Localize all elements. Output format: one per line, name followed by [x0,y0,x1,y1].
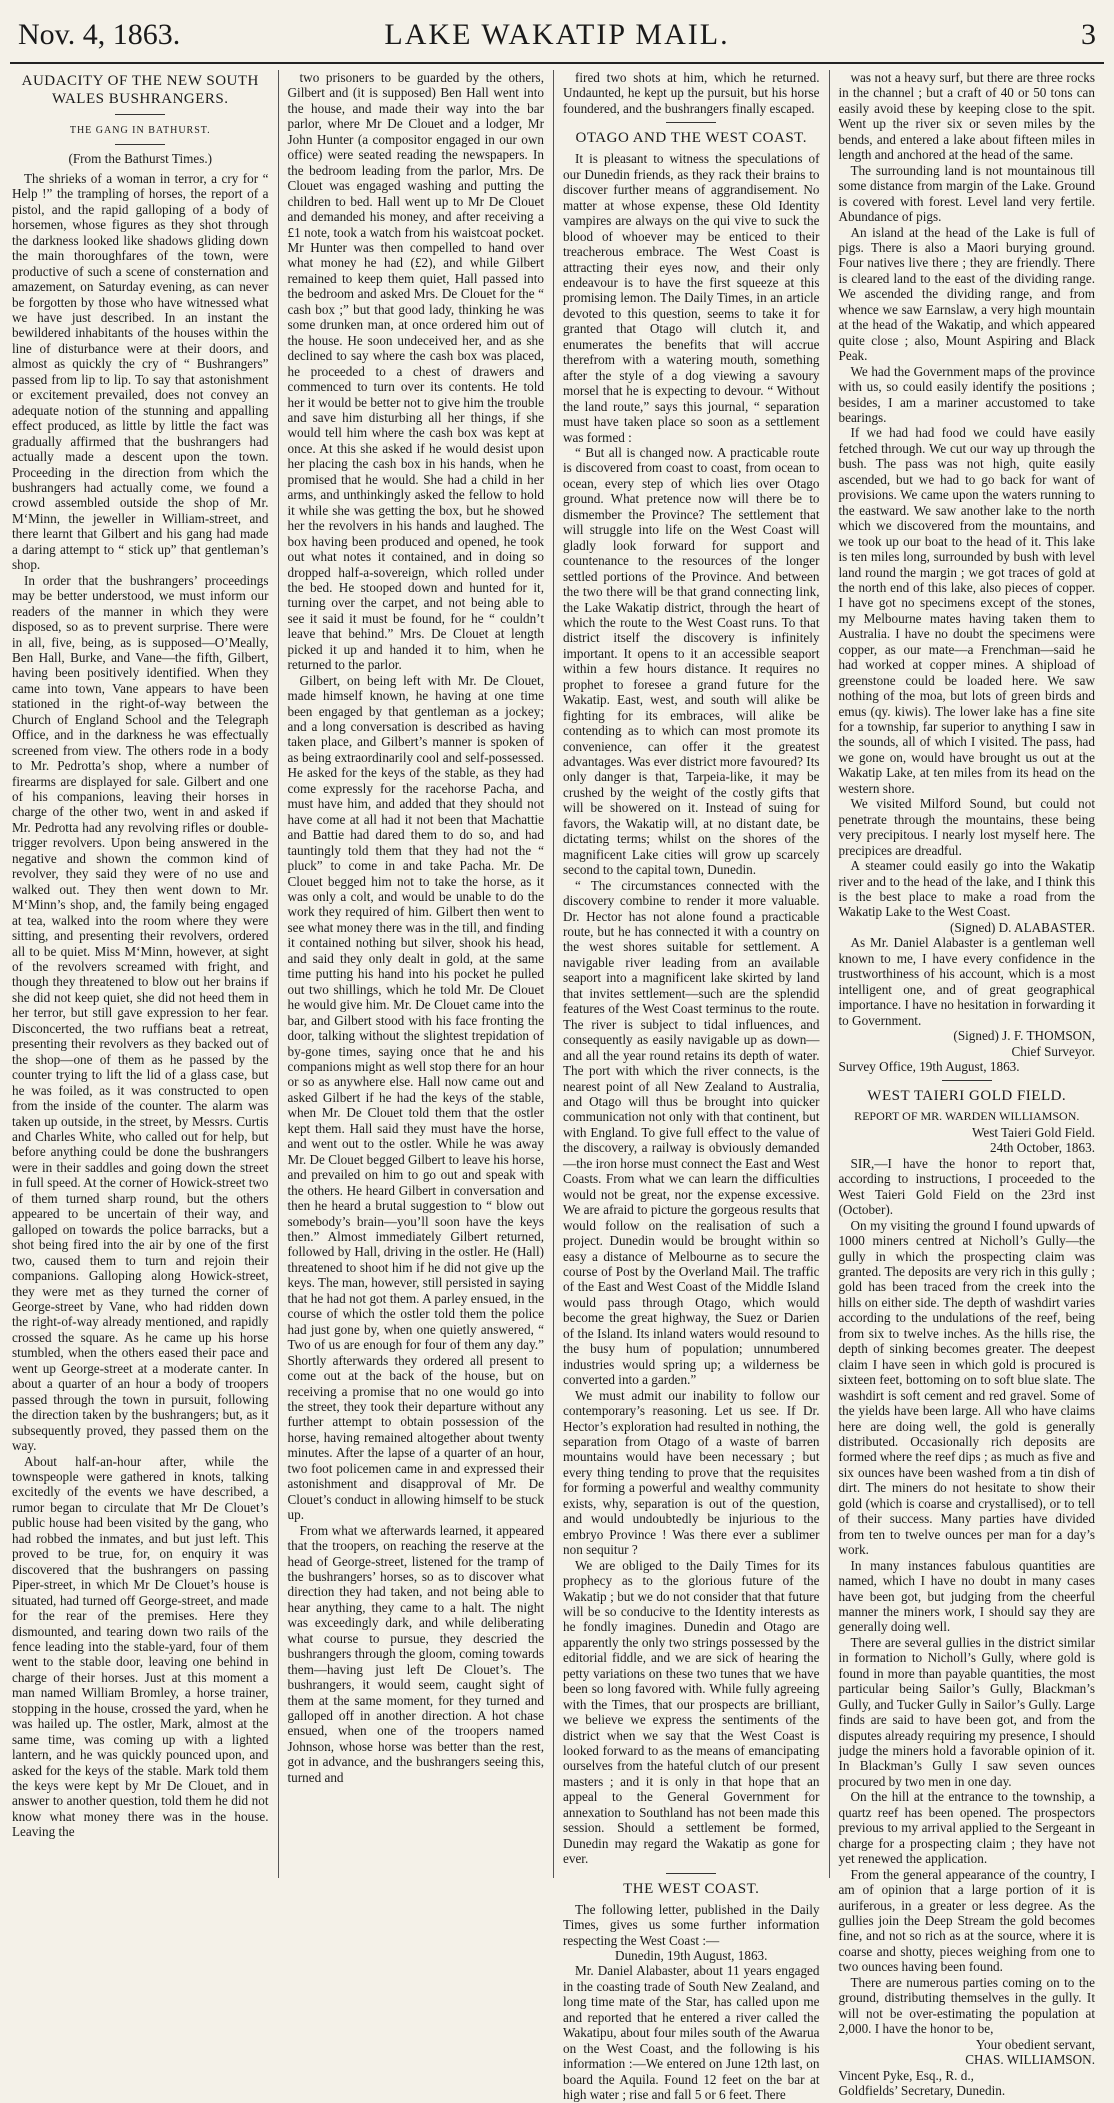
paragraph: The surrounding land is not mountainous till some distance from margin of the Lake. Ground is covered with forest. Level land very fertile. Abundance of pigs. [838,162,1095,225]
paragraph: On my visiting the ground I found upwards of 1000 miners centred at Nicholl’s Gully—the gully in which the prospecting claim was granted. The deposits are very rich in this gully ; gold has been traced from the creek into the hills on either side. The depth of washdirt varies according to the undulations of the reef, being from six to twelve inches. As the hills rise, the depth of sinking becomes greater. The deepest claim I have seen in which gold is procured is sixteen feet, bottoming on to soft blue slate. The washdirt is soft cement and red gravel. Some of the yields have been large. All who have claims here are doing well, the gold is generally distributed. Occasionally rich deposits are formed where the reef dips ; as much as five and six ounces have been washed from a tin dish of dirt. The miners do not hesitate to show their gold (which is coarse and crystallised), or to tell of their success. Many parties have divided from ten to twelve ounces per man for a day’s work. [838,1217,1095,1558]
paragraph: In order that the bushrangers’ proceedings may be better understood, we must inform our readers of the manner in which they were disposed, so as to prevent surprise. There were in all, five, being, as is supposed—O’Meally, Ben Hall, Burke, and Vane—the fifth, Gilbert, having been positively identified. When they came into town, Vane appears to have been stationed in the right-of-way between the Church of England School and the Telegraph Office, and in the darkness he was effectually screened from view. The others rode in a body to Mr. Pedrotta’s shop, where a number of firearms are displayed for sale. Gilbert and one of his companions, leaving their horses in charge of the other two, went in and asked if Mr. Pedrotta had any revolving rifles or double-trigger revolvers. Upon being answered in the negative and shown the common kind of revolver, they said they were of no use and walked out. They then went down to Mr. M‘Minn’s shop, and, the family being engaged at tea, walked into the room where they were sitting, and presenting their revolvers, ordered all to be quiet. Miss M‘Minn, however, at sight of the revolvers screamed with fright, and though they threatened to blow out her brains if she did not keep quiet, she did not heed them in her terror, but still gave expression to her fear. Disconcerted, the two ruffians beat a retreat, presenting their revolvers as they backed out of the shop—one of them as he passed by the counter trying to lift the lid of a glass case, but he was foiled, as it was constructed to open from the inside of the counter. The alarm was taken up outside, in the street, by Messrs. Curtis and Charles White, who called out for help, but before anything could be done the bushrangers were in their saddles and going down the street in full speed. At the corner of Howick-street two of them turned sharp round, but the others appeared to be uncertain of their way, and galloped on towards the police barracks, but a shot being fired into the air by one of the first two, caused them to turn and rejoin their companions. Galloping along Howick-street, they were met as they turned the corner of George-street by Vane, who had ridden down the right-of-way already mentioned, and rapidly crossed the square. As he came up his horse stumbled, when the others eased their pace and went up George-street at a moderate canter. In about a quarter of an hour a body of troopers passed through the town in pursuit, following the direction taken by the bushrangers; but, as it subsequently proved, they passed them on the way. [12,572,269,1454]
masthead [10,10,1104,64]
article-headline-bushrangers: AUDACITY OF THE NEW SOUTH WALES BUSHRANGERS. [21,73,259,107]
article-subhead: THE GANG IN BATHURST. [69,125,211,136]
paragraph: From the general appearance of the country, I am of opinion that a large portion of it is auriferous, in a greater or less degree. As the gullies join the Deep Stream the gold becomes fine, and not so rich as at the source, where it is coarse and shotty, pieces weighing from one to two ounces having been found. [838,1866,1095,1975]
signature-williamson: CHAS. WILLIAMSON. [965,2052,1095,2068]
column-4 [829,70,1105,2098]
report-date: 24th October, 1863. [990,1140,1095,1156]
column-2 [278,70,554,1878]
report-place: West Taieri Gold Field. [971,1124,1095,1140]
divider [115,114,165,115]
columns [10,70,1104,2103]
signature-thomson: (Signed) J. F. THOMSON, [953,1028,1095,1044]
article-source: (From the Bathurst Times.) [68,151,213,167]
paragraph: A steamer could easily go into the Wakatip river and to the head of the lake, and I think this is the best place to make a road from the Wakatip Lake to the West Coast. [838,858,1095,920]
column-1 [10,70,278,1878]
divider [942,1080,992,1081]
paragraph: The shrieks of a woman in terror, a cry for “ Help !” the trampling of horses, the report of a pistol, and the rapid galloping of a body of horsemen, whose figures as they shot through the darkness looked like shadows gliding down the main thoroughfares of the town, were productive of such a scene of consternation and amazement, on Saturday evening, as can never be forgotten by those who have witnessed what we have just described. In an instant the bewildered inhabitants of the houses within the line of disturbance were at their doors, and almost as quickly the cry of “ Bushrangers” passed from lip to lip. To say that astonishment or excitement prevailed, does not convey an adequate notion of the stunning and appalling effect produced, as little by little the fact was gradually affirmed that the bushrangers had actually made a descent upon the town. Proceeding in the direction from which the bushrangers had actually come, we found a crowd assembled outside the shop of Mr. M‘Minn, the jeweller in William-street, and there learnt that Gilbert and his gang had made a daring attempt to “ stick up” that gentleman’s shop. [12,170,269,573]
column-3 [553,70,829,2103]
signature-alabaster: (Signed) D. ALABASTER. [949,919,1095,935]
newspaper-title: LAKE WAKATIP MAIL. [384,18,730,51]
paragraph: was not a heavy surf, but there are three rocks in the channel ; but a craft of 40 or 50 tons can easily avoid these by keeping close to the spit. Went up the river six or seven miles by the bends, and entered a lake about fifteen miles in length and anchored at the head of the same. [838,70,1095,163]
paragraph: On the hill at the entrance to the township, a quartz reef has been opened. The prospectors previous to my arrival applied to the Sergeant in charge for a prospecting claim ; they have not yet renewed the application. [838,1789,1095,1867]
paragraph: We are obliged to the Daily Times for its prophecy as to the glorious future of the Wakatip ; but we do not consider that that future will be so conducive to the Identity interests as he fondly imagines. Dunedin and Otago are apparently the only two strings possessed by the editorial fiddle, and we are sick of hearing the petty variations on these two tunes that we have been so long favored with. While fully agreeing with the Times, that our prospects are brilliant, we believe we express the sentiments of the district when we say that the West Coast is looked forward to as the means of emancipating ourselves from the hateful clutch of our present masters ; and it is only in that hope that an appeal to the General Government for annexation to Southland has not been made this session. Should a settlement be formed, Dunedin may regard the Wakatip as gone for ever. [563,1557,820,1867]
paragraph: We visited Milford Sound, but could not penetrate through the mountains, these being very precipitous. I nearly lost myself here. The precipices are dreadful. [838,796,1095,858]
closing: Your obedient servant, [975,2036,1095,2052]
divider [666,1873,716,1874]
paragraph: two prisoners to be guarded by the others, Gilbert and (it is supposed) Ben Hall went into the house, and made their way into the bar parlor, where Mr De Clouet and a lodger, Mr John Hunter (a compositor engaged in our own office) were seated reading the newspapers. In the bedroom leading from the parlor, Mrs. De Clouet was engaged washing and putting the children to bed. Hall went up to Mr De Clouet and demanded his money, and after receiving a £1 note, took a watch from his waistcoat pocket. Mr Hunter was then compelled to hand over what money he had (£2), and while Gilbert remained to keep them quiet, Hall passed into the bedroom and asked Mrs. De Clouet for the “ cash box ;” but that good lady, thinking he was some drunken man, at once ordered him out of the house. He soon undeceived her, and as she declined to say where the cash box was placed, he proceeded to a chest of drawers and commenced to turn over its contents. He told her it would be better not to give him the trouble and save him disturbing all her things, if she would tell him where the cash box was kept at once. At this she asked if he would desist upon her placing the cash box in his hands, when he promised that he would. She had a child in her arms, and unthinkingly asked the fellow to hold it while she was getting the box, but he showed her the revolvers in his hands and laughed. The box having been produced and opened, he took out what notes it contained, and in doing so dropped half-a-sovereign, which rolled under the bed. He stooped down and hunted for it, turning over the carpet, and not being able to see it said it must be found, for he “ couldn’t leave that behind.” Mrs. De Clouet at length picked it up and handed it to him, when he returned to the parlor. [287,70,544,673]
article-headline-west-taieri: WEST TAIERI GOLD FIELD. [867,1088,1067,1105]
paragraph: We had the Government maps of the province with us, so could easily identify the positions ; besides, I am a mariner accustomed to take bearings. [838,363,1095,425]
paragraph: In many instances fabulous quantities are named, which I have no doubt in many cases have been got, but judging from the cheerful manner the miners work, I should say they are generally doing well. [838,1557,1095,1635]
page-number: 3 [1081,18,1096,51]
paragraph: fired two shots at him, which he returned. Undaunted, he kept up the pursuit, but his horse foundered, and the bushrangers finally escaped. [563,70,820,116]
paragraph: The following letter, published in the Daily Times, gives us some further information respecting the West Coast :— [563,1901,820,1948]
signature-title: Chief Surveyor. [1011,1043,1095,1059]
paragraph: From what we afterwards learned, it appeared that the troopers, on reaching the reserve at the head of George-street, listened for the tramp of the bushrangers’ horses, so as to discover what direction they had taken, and not being able to hear anything, they came to a halt. The night was exceedingly dark, and while deliberating what course to pursue, they descried the bushrangers through the gloom, coming towards them—having just left De Clouet’s. The bushrangers, it would seem, caught sight of them at the same moment, for they turned and galloped off in another direction. A hot chase ensued, when one of the troopers named Johnson, whose horse was better than the rest, got in advance, and the bushrangers seeing this, turned and [287,1522,544,1785]
paragraph: There are numerous parties coming on to the ground, distributing themselves in the gully. It will not be over-estimating the population at 2,000. I have the honor to be, [838,1974,1095,2037]
divider [666,122,716,123]
paragraph: “ But all is changed now. A practicable route is discovered from coast to coast, from ocean to ocean, every step of which lies over Otago ground. What pretence now will there be to dismember the Province? The settlement that will struggle into life on the West Coast will gladly look forward for support and countenance to the resources of the longer settled portions of the Province. And between the two there will be that grand connecting link, the Lake Wakatip district, through the heart of which the route to the West Coast runs. To that district itself the discovery is infinitely important. It opens to it an accessible seaport within a few hours distance. It requires no prophet to foresee a grand future for the Wakatip. East, west, and south will alike be fighting for its embraces, will alike be contending as to which can most promote its convenience, can offer it the greatest advantages. Was ever district more favoured? Its only danger is that, Tarpeia-like, it may be crushed by the weight of the costly gifts that will be showered on it. Instead of suing for favors, the Wakatip will, at no distant date, be dictating terms; whilst on the shores of the magnificent Lake cities will grow up scarcely second to the capital town, Dunedin. [563,444,820,878]
paragraph: An island at the head of the Lake is full of pigs. There is also a Maori burying ground. Four natives live there ; they are friendly. There is cleared land to the east of the dividing range. We ascended the dividing range, and from whence we saw Earnslaw, a very high mountain at the head of the Wakatip, and which appeared quite close ; also, Mount Aspiring and Black Peak. [838,224,1095,364]
issue-date: Nov. 4, 1863. [18,18,181,51]
divider [115,144,165,145]
paragraph: “ The circumstances connected with the discovery combine to render it more valuable. Dr. Hector has not alone found a practicable route, but he has connected it with a country on the west shores suitable for settlement. A navigable river leading from an available seaport into a magnificent lake skirted by land that invites settlement—such are the splendid features of the West Coast terminus to the route. The river is subject to tidal influences, and consequently as easily navigable up as down—and all the year round retains its depth of water. The port with which the river connects, is the nearest point of all New Zealand to Australia, and Otago will thus be brought into quicker communication not only with that continent, but with England. To give full effect to the value of the discovery, a railway is obviously demanded—the iron horse must connect the East and West Coasts. From what we can learn the difficulties would not be great, nor the expense excessive. We are afraid to picture the gorgeous results that would follow on the realisation of such a project. Dunedin would be brought within so easy a distance of Melbourne as to secure the course of Post by the Overland Mail. The traffic of the East and West Coast of the Middle Island would pass through Otago, which would become the great highway, the Suez or Darien of the Island. Its inland waters would resound to the busy hum of population; unnumbered industries would spring up; a wilderness be converted into a garden.” [563,877,820,1388]
article-headline-west-coast: THE WEST COAST. [623,1880,760,1897]
paragraph: It is pleasant to witness the speculations of our Dunedin friends, as they rack their brains to discover further means of aggrandisement. No matter at whose expense, these Old Identity vampires are always on the qui vive to suck the blood of whoever may be enticed to their treacherous embrace. The West Coast is attracting their eyes now, and their only endeavour is to have the first squeeze at this promising lemon. The Daily Times, in an article devoted to this question, seems to take it for granted that Otago will clutch it, and enumerates the benefits that will accrue therefrom with a watering mouth, something after the style of a dog viewing a savoury morsel that he is expecting to devour. “ Without the land route,” says this journal, “ separation must have taken place so soon as a settlement was formed : [563,151,820,445]
paragraph: SIR,—I have the honor to report that, according to instructions, I proceeded to the West Taieri Gold Field on the 23rd inst (October). [838,1155,1095,1218]
paragraph: Gilbert, on being left with Mr. De Clouet, made himself known, he having at one time been engaged by that gentleman as a jockey; and a long conversation is described as having taken place, and Gilbert’s manner is spoken of as being extraordinarily cool and self-possessed. He asked for the keys of the stable, as they had come expressly for the racehorse Pacha, and must have him, and added that they should not have come at all had it not been that Machattie and Battie had dared them to do so, and had tauntingly told them that they had not the “ pluck” to come in and take Pacha. Mr. De Clouet begged him not to take the horse, as it was only a colt, and would be unable to do the work they required of him. Gilbert then went to see what money there was in the till, and finding it contained nothing but silver, shook his head, and said they only dealt in gold, at the same time putting his hand into his pocket he pulled out two shillings, which he told Mr. De Clouet he would give him. Mr. De Clouet came into the bar, and Gilbert stood with his face fronting the door, talking without the slightest trepidation of by-gone times, saying once that he and his companions might as well stop there for an hour or so as anywhere else. Hall now came out and asked Gilbert if he had the keys of the stable, when Mr. De Clouet told them that the ostler kept them. Hall said they must have the horse, and went out to the ostler. While he was away Mr. De Clouet begged Gilbert to leave his horse, and prevailed on him to go out and speak with the others. He heard Gilbert in conversation and then he heard a brutal suggestion to “ blow out somebody’s brain—you’ll soon have the keys then.” Almost immediately Gilbert returned, followed by Hall, driving in the ostler. He (Hall) threatened to shoot him if he did not give up the keys. The man, however, still persisted in saying that he had not got them. A parley ensued, in the course of which the ostler told them the police had just gone by, when one quietly answered, “ Two of us are enough for four of them any day.” Shortly afterwards they ordered all present to come out at the back of the house, but on receiving a promise that no one would go into the street, they took their departure without any further attempt to obtain possession of the horse, having remained altogether about twenty minutes. After the lapse of a quarter of an hour, two foot policemen came in and expressed their astonishment and disapproval of Mr. De Clouet’s conduct in allowing himself to be stuck up. [287,672,544,1523]
paragraph: There are several gullies in the district similar in formation to Nicholl’s Gully, where gold is found in more than payable quantities, the most particular being Sailor’s Gully, Blackman’s Gully, and Tucker Gully in Sailor’s Gully. Large finds are said to have been got, and from the disputes already requiring my presence, I should judge the miners hold a favorable opinion of it. In Blackman’s Gully I saw seven ounces procured by two men in one day. [838,1634,1095,1789]
paragraph: We must admit our inability to follow our contemporary’s reasoning. Let us see. If Dr. Hector’s exploration had resulted in nothing, the separation from Otago of a waste of barren mountains would have been necessary ; but every thing tending to prove that the requisites for forming a powerful and wealthy community exists, why, separation is out of the question, and would undoubtedly be injurious to the embryo Province ! Was there ever a sublimer non sequitur ? [563,1387,820,1558]
report-byline: REPORT OF MR. WARDEN WILLIAMSON. [854,1109,1080,1124]
survey-office-dateline: Survey Office, 19th August, 1863. [838,1059,1020,1074]
letter-dateline: Dunedin, 19th August, 1863. [615,1948,768,1964]
article-headline-otago: OTAGO AND THE WEST COAST. [575,130,807,147]
addressee: Vincent Pyke, Esq., R. d., [838,2067,974,2083]
paragraph: Mr. Daniel Alabaster, about 11 years engaged in the coasting trade of South New Zealand, and long time mate of the Star, has called upon me and reported that he entered a river called the Wakatipu, about four miles south of the Awarua on the West Coast, and the following is his information :—We entered on June 12th last, on board the Aquila. Found 12 feet on the bar at high water ; rise and fall 5 or 6 feet. There [563,1963,820,2103]
addressee-title: Goldfields’ Secretary, Dunedin. [838,2083,1006,2098]
paragraph: As Mr. Daniel Alabaster is a gentleman well known to me, I have every confidence in the trustworthiness of his account, which is a most intelligent one, and of great geographical importance. I have no hesitation in forwarding it to Government. [838,935,1095,1028]
paragraph: About half-an-hour after, while the townspeople were gathered in knots, talking excitedly of the events we have described, a rumor began to circulate that Mr De Clouet’s public house had been visited by the gang, who had robbed the inmates, and but just left. This proved to be true, for, on enquiry it was discovered that the bushrangers on passing Piper-street, in which Mr De Clouet’s house is situated, had turned off George-street, and made for the rear of the premises. Here they dismounted, and tearing down two rails of the fence leading into the stable-yard, four of them went to the stable door, leaving one behind in charge of their horses. Just at this moment a man named William Bromley, a horse trainer, stopping in the house, crossed the yard, when he was hailed up. The ostler, Mark, almost at the same time, was coming up with a lighted lantern, and he was quickly pounced upon, and asked for the keys of the stable. Mark told them the keys were kept by Mr De Clouet, and in answer to another question, told them he did not know what money there was in the house. Leaving the [12,1453,269,1840]
paragraph: If we had had food we could have easily fetched through. We cut our way up through the bush. The pass was not high, quite easily ascended, but we had to go back for want of provisions. We came upon the waters running to the eastward. We saw another lake to the north which we discovered from the mountains, and we took up our boat to the head of it. This lake is ten miles long, surrounded by bush with level land round the margin ; we got traces of gold at the north end of this lake, also pieces of copper. I have got no specimens except of the stones, my Melbourne mates having taken them to Australia. I have no doubt the specimens were copper, as our mate—a Frenchman—said he had worked at copper mines. A shipload of greenstone could be loaded here. We saw nothing of the moa, but lots of green birds and emus (qy. kiwis). The lower lake has a fine site for a township, far superior to anything I saw in the sounds, all of which I visited. The pass, had we gone on, would have brought us out at the Wakatip Lake, at ten miles from its head on the western shore. [838,425,1095,796]
